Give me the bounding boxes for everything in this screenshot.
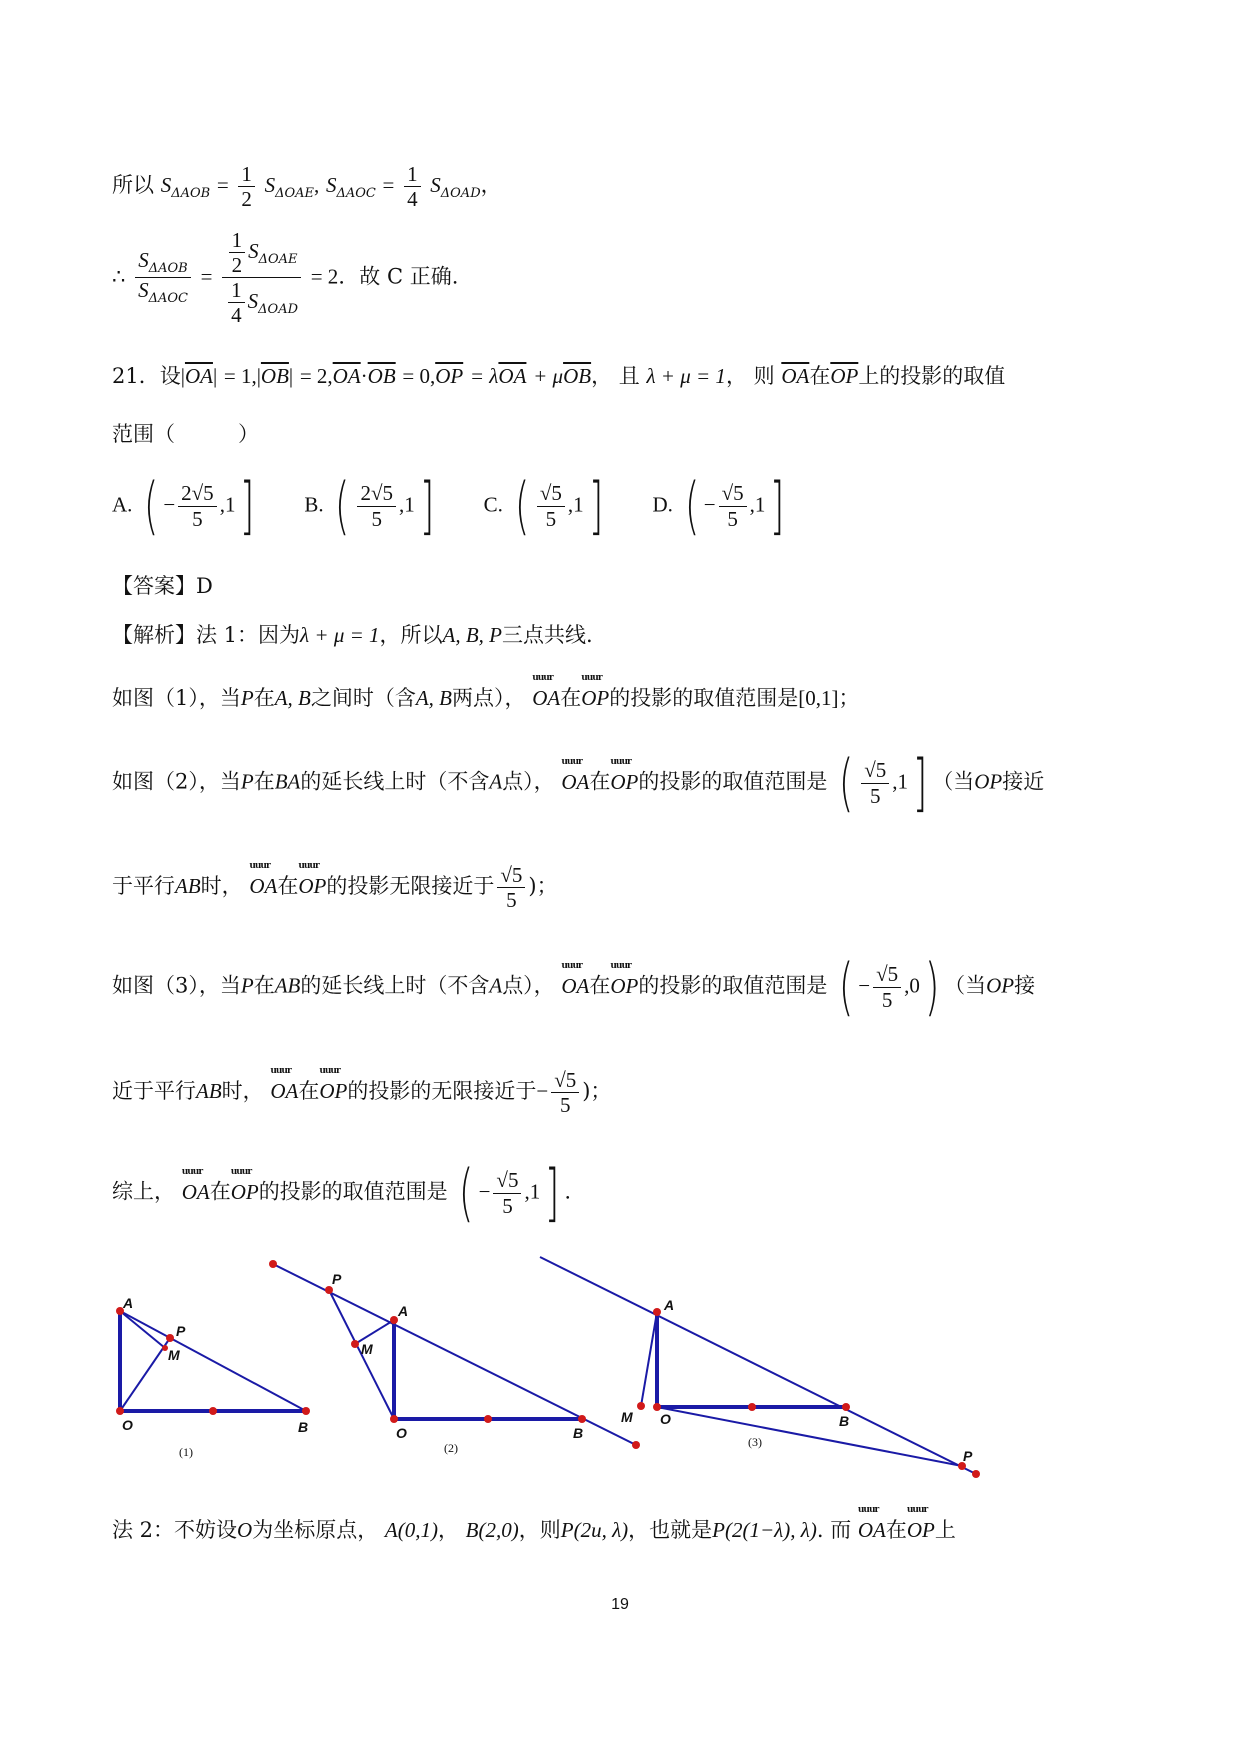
vector-op: OP (610, 973, 639, 998)
math: A (489, 769, 503, 794)
math-s: S (247, 289, 259, 314)
text: ，则 (518, 1518, 561, 1542)
point (325, 1286, 333, 1294)
text: 的投影的取值范围是 (638, 769, 828, 794)
vector-marker: uuur (532, 673, 553, 683)
option-label: A. (112, 492, 133, 517)
tail: ,1 (219, 492, 236, 517)
vector-marker: uuur (857, 1505, 879, 1515)
denominator: 5 (559, 1093, 571, 1118)
text: 在 (560, 686, 582, 710)
label-m: M (361, 1341, 373, 1357)
numerator: 2√5 (357, 481, 396, 506)
point-b: B(2,0) (465, 1518, 519, 1542)
condition: λ + μ = 1 (646, 364, 726, 388)
text: 法 2：不妨设 (112, 1518, 238, 1542)
vector-op: OP (906, 1518, 935, 1542)
vector-oa: OA (857, 1518, 886, 1542)
point (637, 1402, 645, 1410)
label-b: B (573, 1425, 584, 1441)
text: 在 (209, 1179, 231, 1204)
page-number: 19 (611, 1596, 629, 1613)
case-3-line: 如图（3），当P在AB的延长线上时（不含A点）， uuur OA在 uuur OP的投影的取值范围是 ( − $\frac{√5}{5}$ ,0) （当OP接 (112, 950, 1036, 1023)
option-a: A. ( − $\frac{2√5}{5}$ ,1] (112, 469, 255, 542)
text: 在 (885, 1518, 907, 1542)
label-b: B (839, 1413, 850, 1429)
text: 在 (253, 686, 275, 710)
label-p: P (963, 1448, 973, 1464)
equals: = (216, 173, 229, 198)
case-2-line: 如图（2），当P在BA的延长线上时（不含A点）， uuur OA在 uuur OP的投影的取值范围是 ( $\frac{√5}{5}$ ,1] （当OP接近 (112, 746, 1045, 819)
math: = 2, (299, 364, 333, 388)
text: 于平行 (112, 874, 175, 899)
text: 的投影的无限接近于 (347, 1079, 537, 1104)
numerator: √5 (861, 758, 889, 783)
math: BA (274, 769, 301, 794)
math: = 1, (223, 364, 257, 388)
denominator: 5 (727, 506, 738, 531)
point (653, 1403, 661, 1411)
text: 如图（2），当 (112, 769, 241, 794)
subscript: ΔAOB (148, 261, 188, 277)
punct: ； (838, 686, 860, 710)
vector-marker: uuur (610, 960, 631, 971)
math: + μ (533, 364, 564, 388)
condition: λ + μ = 1 (300, 623, 380, 647)
point-p: P(2(1−λ), λ) (712, 1518, 817, 1542)
vector-marker: uuur (270, 1066, 291, 1077)
math-s: S (160, 173, 172, 198)
punct: . (564, 1179, 572, 1204)
vector-ob: $\overline{OB}$ (260, 364, 289, 388)
text: 的延长线上时（不含 (300, 769, 490, 794)
label-a: A (123, 1295, 134, 1311)
math: AB (196, 1079, 222, 1104)
math-s: S (138, 278, 149, 303)
math: AB (175, 874, 201, 899)
tail: ,1 (892, 769, 909, 794)
vector-marker: uuur (561, 756, 582, 767)
segment-am (641, 1312, 657, 1406)
text: 在 (277, 874, 299, 899)
vector-op: OP (298, 874, 327, 899)
math: = 0, (402, 364, 436, 388)
denominator: 5 (192, 506, 203, 531)
vector-oa: $\overline{OA}$ (184, 364, 213, 388)
denominator: 5 (506, 888, 517, 913)
math: A, B (415, 686, 453, 710)
vector-ob: $\overline{OB}$ (563, 364, 592, 388)
math: AB (274, 973, 301, 998)
label-a: A (664, 1297, 675, 1313)
point (632, 1441, 640, 1449)
vector-op: OP (319, 1079, 348, 1104)
question-21: 21．设$|\overline{OA}| = 1,|\overline{OB}| = 2,\overline{OA}\cdot\overline{OB} = 0,\overline{OP} = \lambda\overline{OA} + \mu\overline{OB}$， 且 λ + μ = 1， 则 $\overline{OA}$在$\overline{OP}$上的投影的取值 (112, 364, 1006, 388)
subscript: ΔOAE (275, 186, 315, 202)
denominator: 4 (407, 187, 418, 212)
comma: , (314, 173, 320, 198)
text: （当 (944, 973, 987, 998)
denominator: 5 (545, 506, 557, 531)
answer: 【答案】D (112, 574, 213, 598)
text: 在 (589, 973, 611, 998)
text: 点）， (502, 769, 555, 794)
figure-caption: (1) (179, 1445, 193, 1459)
segment-ab (120, 1311, 306, 1411)
label-b: B (298, 1419, 309, 1435)
minus: − (536, 1079, 549, 1104)
point (972, 1470, 980, 1478)
punct: ， (437, 1518, 459, 1542)
vector-op: $\overline{OP}$ (830, 364, 859, 388)
vector-oa: $\overline{OA}$ (781, 364, 810, 388)
vector-oa: OA (249, 874, 278, 899)
vector-ob: $\overline{OB}$ (367, 364, 396, 388)
numerator: 1 (404, 162, 421, 187)
numerator: √5 (719, 481, 747, 506)
denominator: 5 (371, 506, 382, 531)
text: 时， (221, 1079, 264, 1104)
point (390, 1415, 398, 1423)
figure-caption: (2) (444, 1441, 458, 1455)
conclusion: ．故 C 正确. (338, 264, 459, 289)
option-label: B. (304, 492, 324, 517)
text: 在 (589, 769, 611, 794)
segment-am (120, 1311, 165, 1348)
figure-3-points (637, 1308, 980, 1478)
numerator: √5 (493, 1168, 521, 1193)
tail: ,1 (524, 1179, 541, 1204)
minus: − (858, 973, 871, 998)
tail: ,0 (904, 973, 920, 998)
text: 上 (934, 1518, 956, 1542)
point (351, 1340, 359, 1348)
vector-marker: uuur (298, 861, 319, 872)
numerator: √5 (537, 481, 565, 506)
math: OP (974, 769, 1003, 794)
text: 在 (253, 973, 275, 998)
math-s: S (430, 173, 441, 198)
math-s: S (325, 173, 337, 198)
text: ， 且 (591, 364, 640, 388)
vector-oa: $\overline{OA}$ (498, 364, 527, 388)
vector-marker: uuur (581, 673, 602, 683)
text: 如图（1），当 (112, 686, 241, 710)
subscript: ΔOAE (258, 252, 298, 268)
vector-marker: uuur (906, 1505, 928, 1515)
label-p: P (332, 1271, 342, 1287)
point-a: A(0,1) (384, 1518, 438, 1542)
label-a: A (398, 1303, 409, 1319)
subscript: ΔAOC (148, 291, 188, 307)
numerator: 1 (238, 162, 255, 187)
numerator: 1 (229, 228, 246, 253)
text: ，也就是 (628, 1518, 713, 1542)
vector-oa: OA (270, 1079, 299, 1104)
vector-marker: uuur (249, 861, 270, 872)
label-o: O (122, 1417, 133, 1433)
point (390, 1316, 398, 1324)
vector-oa: $\overline{OA}$ (332, 364, 361, 388)
vector-marker: uuur (181, 1166, 203, 1177)
numerator: √5 (497, 863, 525, 888)
option-d: D. ( − $\frac{√5}{5}$ ,1] (652, 469, 785, 542)
option-c: C. ( $\frac{√5}{5}$ ,1] (483, 469, 603, 542)
text: 的投影的取值范围是 (638, 973, 828, 998)
text: 【解析】法 1：因为 (112, 623, 301, 647)
points: A, B, P (442, 623, 503, 647)
text: . 而 (816, 1518, 852, 1542)
denominator: 2 (241, 187, 252, 212)
label-m: M (621, 1409, 633, 1425)
text: 所以 (112, 173, 154, 198)
numerator: √5 (551, 1068, 579, 1093)
figure-1 (120, 1311, 306, 1411)
denominator: 5 (881, 987, 893, 1012)
option-label: C. (483, 492, 503, 517)
point-p: P(2u, λ) (560, 1518, 629, 1542)
math: P (240, 973, 254, 998)
vector-marker: uuur (561, 960, 582, 971)
minus: − (703, 492, 716, 517)
text: 时， (200, 874, 243, 899)
point (842, 1403, 850, 1411)
label-p: P (176, 1323, 186, 1339)
text: 的投影的取值范围是 (258, 1179, 448, 1204)
option-label: D. (652, 492, 673, 517)
summary-line: 综上， uuur OA在 uuur OP的投影的取值范围是 ( − $\frac{√5}{5}$ ,1] . (112, 1156, 572, 1229)
vector-marker: uuur (610, 756, 631, 767)
therefore-symbol: ∴ (112, 264, 126, 289)
punct: )； (528, 874, 558, 899)
point (166, 1334, 174, 1342)
vector-label (857, 1505, 886, 1542)
text: 接近 (1002, 769, 1045, 794)
subscript: ΔOAD (258, 302, 299, 318)
minus: − (478, 1179, 491, 1204)
option-b: B. ( $\frac{2√5}{5}$ ,1] (304, 469, 435, 542)
subscript: ΔAOB (171, 186, 211, 202)
math-s: S (264, 173, 276, 198)
label-m: M (168, 1347, 180, 1363)
tail: ,1 (567, 492, 584, 517)
text: 的延长线上时（不含 (300, 973, 490, 998)
minus: − (163, 492, 176, 517)
text: 如图（3），当 (112, 973, 241, 998)
math: OP (986, 973, 1015, 998)
label-o: O (660, 1411, 671, 1427)
punct: ， (480, 173, 502, 198)
text: 在 (253, 769, 275, 794)
math: = λ (469, 364, 499, 388)
figure-caption: (3) (748, 1435, 762, 1449)
point (578, 1415, 586, 1423)
point (116, 1407, 124, 1415)
range: [0,1] (798, 686, 839, 710)
math: P (240, 769, 254, 794)
equals: = (382, 173, 395, 198)
vector-oa: OA (181, 1179, 210, 1204)
point (269, 1260, 277, 1268)
vector-marker: uuur (230, 1166, 252, 1177)
point (484, 1415, 492, 1423)
dot: · (360, 364, 368, 388)
math: A, B (274, 686, 311, 710)
text: 在 (809, 364, 831, 388)
text: 综上， (112, 1179, 175, 1204)
numerator: 2√5 (178, 481, 217, 506)
point (302, 1407, 310, 1415)
text: 之间时（含 (310, 686, 416, 710)
denominator: 4 (231, 303, 242, 328)
vector-op: $\overline{OP}$ (435, 364, 464, 388)
numerator: √5 (873, 962, 901, 987)
result: = 2 (310, 264, 339, 289)
point (209, 1407, 217, 1415)
text: 的投影的取值范围是 (609, 686, 799, 710)
denominator: 5 (870, 783, 881, 808)
text: （当 (932, 769, 975, 794)
subscript: ΔOAD (440, 186, 481, 202)
denominator: 5 (502, 1193, 513, 1218)
vector-op: OP (230, 1179, 259, 1204)
method-2-line (112, 1505, 956, 1542)
numerator: 1 (228, 278, 245, 303)
text: 近于平行 (112, 1079, 196, 1104)
text: ， 则 (725, 364, 775, 388)
vector-oa: OA (561, 769, 590, 794)
text: 上的投影的取值 (858, 364, 1006, 388)
vector-oa: OA (561, 973, 590, 998)
text: 三点共线. (502, 623, 593, 647)
question-number: 21．设 (112, 364, 181, 388)
vector-marker: uuur (319, 1066, 340, 1077)
tail: ,1 (399, 492, 415, 517)
subscript: ΔAOC (336, 186, 376, 202)
text: 为坐标原点， (252, 1518, 379, 1542)
text: 点）， (502, 973, 555, 998)
math-s: S (248, 239, 259, 264)
segment-op (657, 1407, 962, 1466)
denominator: 2 (231, 253, 243, 278)
math: P (240, 686, 254, 710)
text: 在 (298, 1079, 320, 1104)
label-o: O (396, 1425, 407, 1441)
math: O (237, 1518, 253, 1542)
tail: ,1 (749, 492, 766, 517)
math-s: S (138, 248, 149, 273)
point (653, 1308, 661, 1316)
text: 接 (1014, 973, 1036, 998)
vector-label (906, 1505, 935, 1542)
point (748, 1403, 756, 1411)
text: 两点）， (452, 686, 526, 710)
punct: )； (582, 1079, 612, 1104)
vector-op: OP (610, 769, 639, 794)
equals: = (200, 264, 213, 289)
vector-op: OP (581, 686, 610, 710)
text: ，所以 (379, 623, 443, 647)
text: 范围（ ） (112, 422, 259, 446)
math: A (489, 973, 503, 998)
vector-oa: OA (532, 686, 561, 710)
text: 的投影无限接近于 (326, 874, 495, 899)
